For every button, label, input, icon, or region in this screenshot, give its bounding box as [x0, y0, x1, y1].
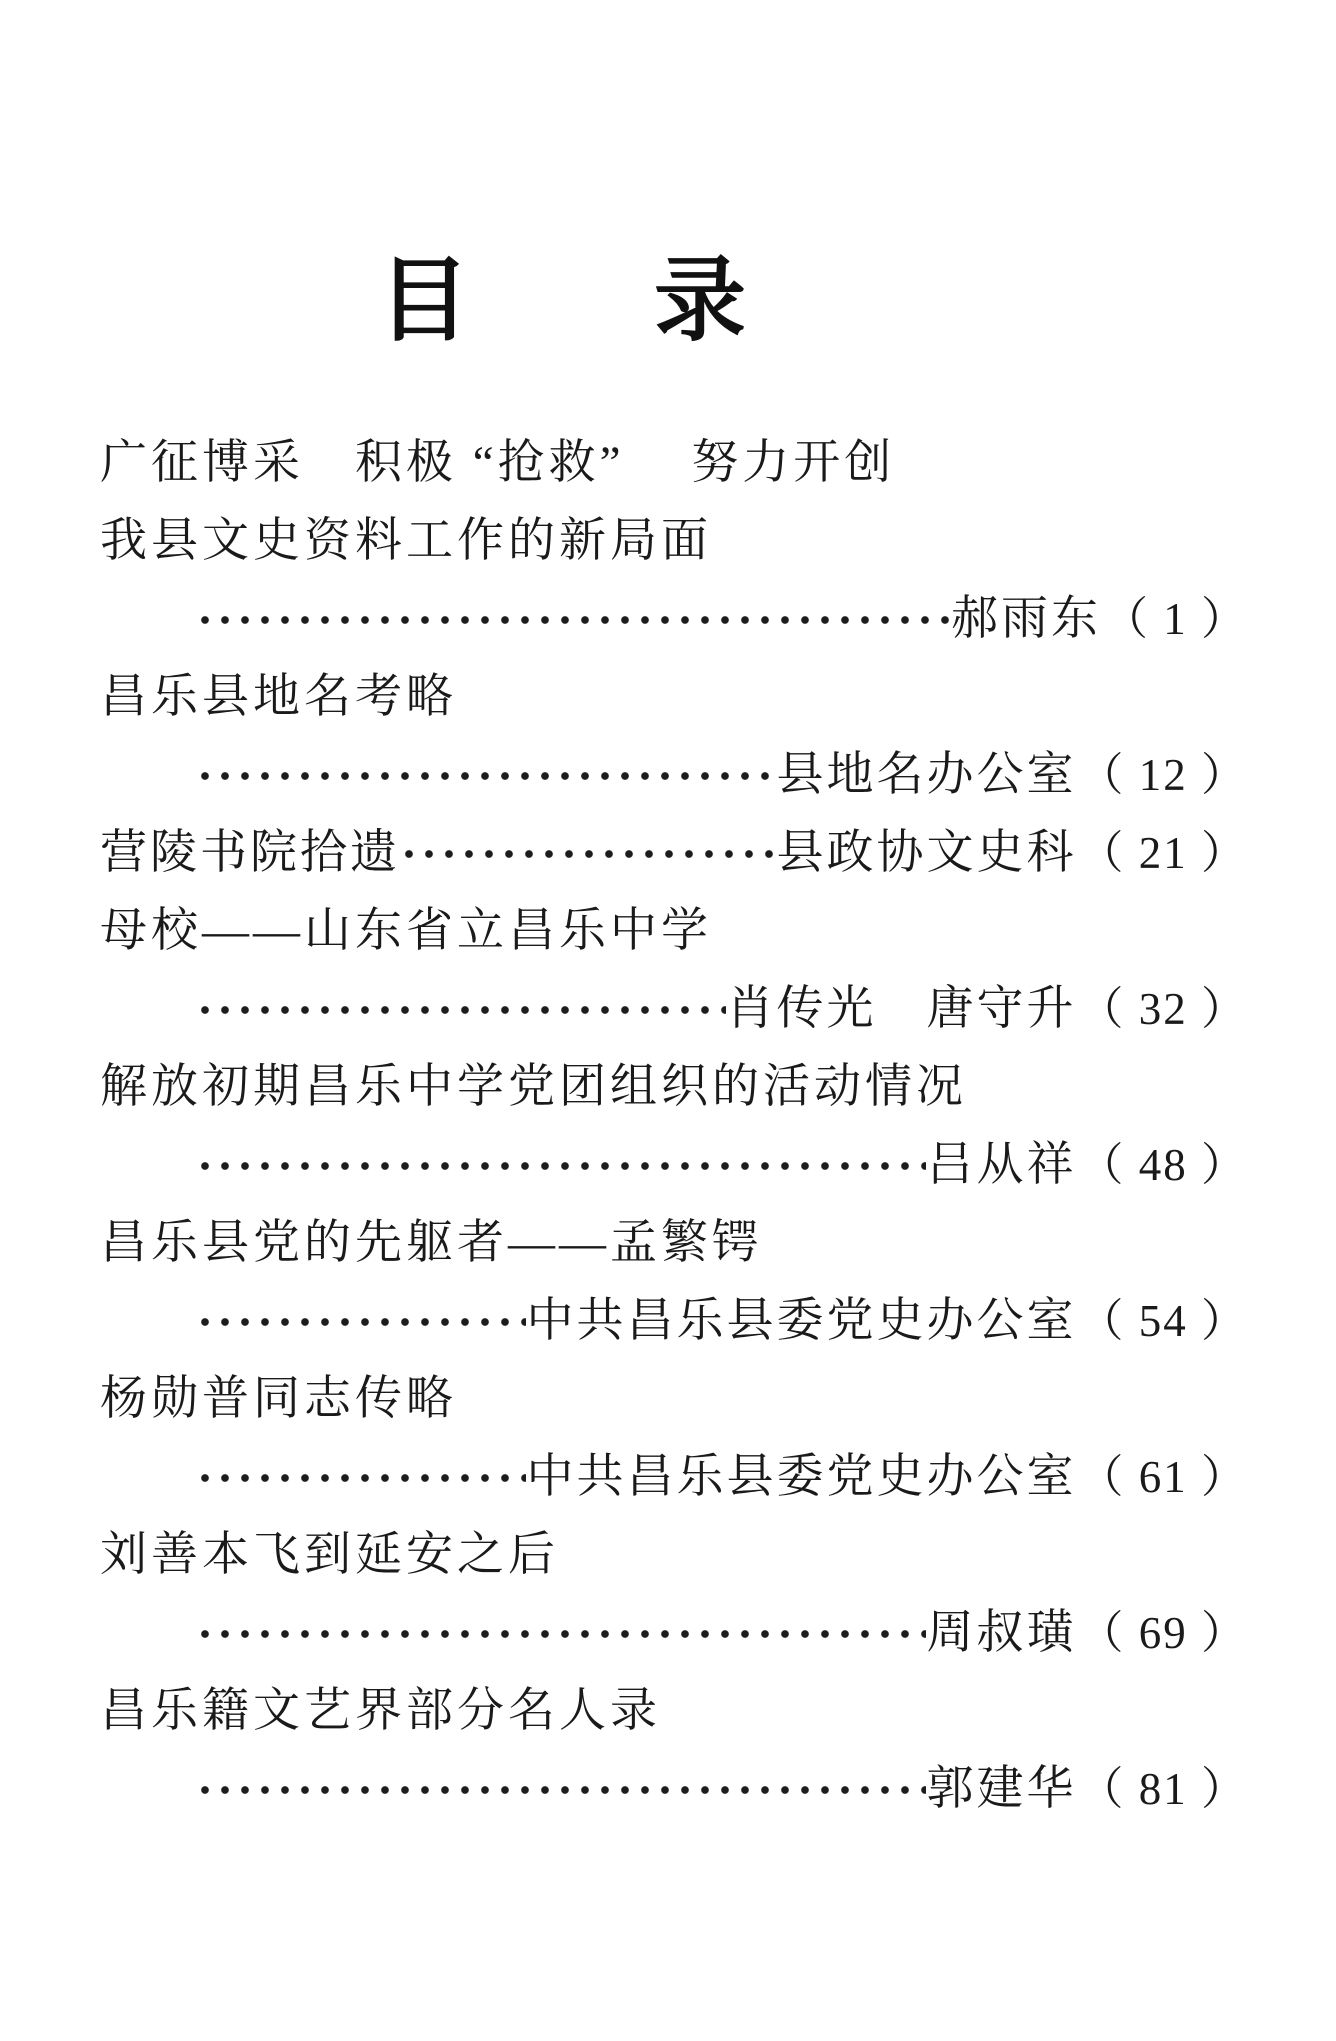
entry-page-number: （ 81 ）	[1078, 1763, 1248, 1814]
entry-author: 吕从祥	[926, 1138, 1077, 1191]
entry-author: 县地名办公室	[776, 748, 1077, 801]
toc-entry	[100, 1048, 1248, 1204]
entry-author: 郝雨东	[950, 592, 1101, 645]
entry-page-number: （ 21 ）	[1078, 827, 1248, 878]
toc-entry	[100, 1360, 1248, 1516]
entry-title-line: 我县文史资料工作的新局面	[100, 514, 712, 567]
entry-page-number: （ 61 ）	[1078, 1451, 1248, 1502]
entry-title-line: 刘善本飞到延安之后	[100, 1528, 559, 1581]
page-title: 目 录	[378, 250, 747, 352]
entry-title-line: 杨勋普同志传略	[100, 1372, 457, 1425]
entry-author: 县政协文史科	[776, 826, 1077, 879]
entry-page-number: （ 54 ）	[1078, 1295, 1248, 1346]
toc-entry	[100, 814, 1248, 892]
entry-title-line: 解放初期昌乐中学党团组织的活动情况	[100, 1060, 967, 1113]
entry-title-line: 昌乐籍文艺界部分名人录	[100, 1684, 661, 1737]
entry-leader-row	[100, 970, 1248, 1048]
entry-author: 中共昌乐县委党史办公室	[526, 1294, 1077, 1347]
entry-leader-row	[100, 580, 1248, 658]
entry-page-number: （ 69 ）	[1078, 1607, 1248, 1658]
entry-title-line: 昌乐县党的先躯者——孟繁锷	[100, 1216, 763, 1269]
table-of-contents	[100, 424, 1248, 1828]
entry-author: 中共昌乐县委党史办公室	[526, 1450, 1077, 1503]
entry-title-line: 广征博采 积极 “抢救” 努力开创	[100, 436, 896, 489]
entry-leader-row	[100, 736, 1248, 814]
entry-leader-row	[100, 1594, 1248, 1672]
dot-leader	[196, 1126, 926, 1204]
dot-leader	[196, 580, 951, 658]
dot-leader	[196, 1750, 926, 1828]
entry-author: 肖传光 唐守升	[726, 982, 1077, 1035]
entry-author: 郭建华	[926, 1762, 1077, 1815]
entry-title-line: 昌乐县地名考略	[100, 670, 457, 723]
entry-page-number: （ 12 ）	[1078, 749, 1248, 800]
toc-entry	[100, 892, 1248, 1048]
entry-leader-row	[100, 1438, 1248, 1516]
entry-page-number: （ 32 ）	[1078, 983, 1248, 1034]
entry-author: 周叔璜	[926, 1606, 1077, 1659]
toc-entry	[100, 1204, 1248, 1360]
toc-entry	[100, 424, 1248, 658]
dot-leader	[196, 1438, 526, 1516]
toc-entry	[100, 1672, 1248, 1828]
entry-leader-row	[100, 1750, 1248, 1828]
entry-title-line: 母校——山东省立昌乐中学	[100, 904, 712, 957]
entry-leader-row	[100, 814, 1248, 892]
dot-leader	[196, 1282, 526, 1360]
toc-entry	[100, 1516, 1248, 1672]
toc-entry	[100, 658, 1248, 814]
entry-leader-row	[100, 1282, 1248, 1360]
dot-leader	[196, 970, 726, 1048]
dot-leader	[400, 814, 776, 892]
entry-title-inline: 营陵书院拾遗	[100, 826, 400, 879]
entry-page-number: （ 1 ）	[1102, 593, 1248, 644]
dot-leader	[196, 736, 776, 814]
dot-leader	[196, 1594, 926, 1672]
entry-page-number: （ 48 ）	[1078, 1139, 1248, 1190]
entry-leader-row	[100, 1126, 1248, 1204]
